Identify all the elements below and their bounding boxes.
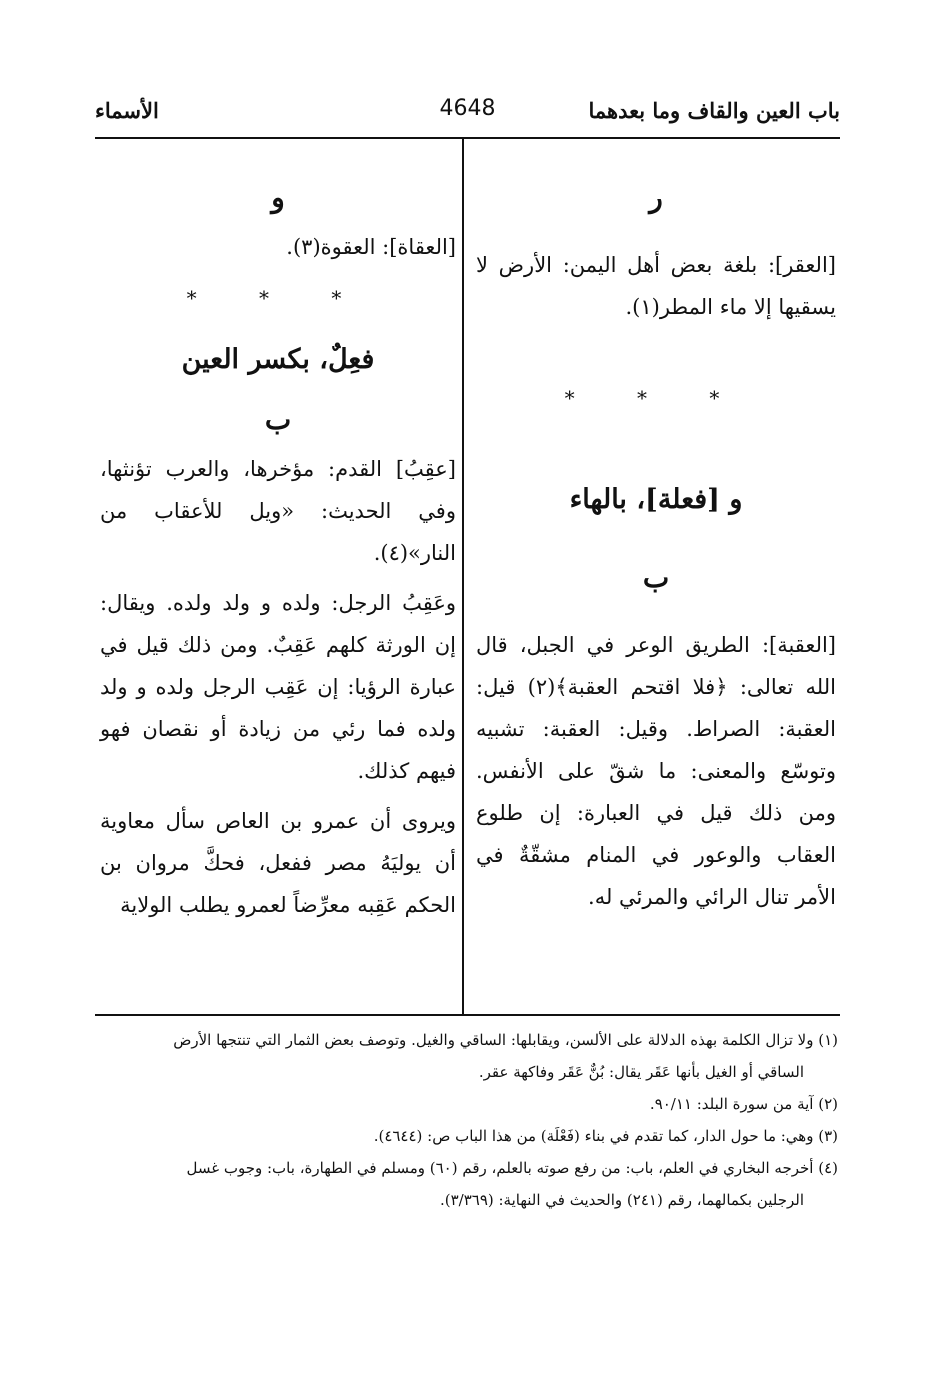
entry-text: [العقاة]: العقوة(٣). <box>286 235 456 259</box>
footnote-divider <box>95 1014 840 1016</box>
chapter-title: باب العين والقاف وما بعدهما <box>588 98 840 123</box>
entry-text: [العقر]: بلغة بعض أهل اليمن: الأرض لا يسقيها إلا ماء المطر(١). <box>476 253 836 319</box>
entry-text: [العقبة]: الطريق الوعر في الجبل، قال الله تعالى: ﴿فلا اقتحم العقبة﴾(٢) قيل: العقبة: الصراط. وقيل: العقبة: تشبيه وتوسّع والمعنى: ما شقّ على الأنفس. ومن ذلك قيل في العبارة: إن طلوع العقاب والوعور في المنام مشقّةٌ في الأمر تنال الرائي والمرئي له. <box>476 633 836 909</box>
footnotes <box>100 1024 838 1216</box>
footnote-2: (٢) آية من سورة البلد: ٩٠/١١. <box>649 1095 838 1113</box>
section-heading: فعِلٌ، بكسر العين <box>181 344 375 375</box>
letter-heading: ب <box>642 561 670 594</box>
page-header <box>95 92 840 136</box>
separator-stars: * * * <box>186 286 370 310</box>
footnote-4: (٤) أخرجه البخاري في العلم، باب: من رفع صوته بالعلم، رقم (٦٠) ومسلم في الطهارة، باب: وجوب غسل <box>186 1159 838 1177</box>
section-title: الأسماء <box>95 98 159 123</box>
header-divider <box>95 137 840 139</box>
left-column <box>100 170 456 926</box>
footnote-1: (١) ولا تزال الكلمة بهذه الدلالة على الألسن، ويقابلها: الساقي والغيل. وتوصف بعض الثمار التي تنتجها الأرض <box>173 1031 838 1049</box>
entry-text: [عقِبُ] القدم: مؤخرها، والعرب تؤنثها، وفي الحديث: «ويل للأعقاب من النار»(٤). <box>100 457 456 565</box>
footnote-3: (٣) وهي: ما حول الدار، كما تقدم في بناء (فَعْلَة) من هذا الباب ص: (٤٦٤٤). <box>373 1127 838 1145</box>
footnote-1-continuation: الساقي أو الغيل بأنها عَقَر يقال: بُنٌّ عَقَر وفاكهة عقر. <box>478 1063 804 1081</box>
separator-stars: * * * <box>564 386 748 410</box>
section-heading: و [فعلة]، بالهاء <box>569 484 743 515</box>
letter-heading: و <box>271 181 285 214</box>
page-number: 4648 <box>439 96 496 121</box>
right-column <box>476 170 836 918</box>
letter-heading: ب <box>264 403 292 436</box>
column-divider <box>462 139 464 1014</box>
footnote-4-continuation: الرجلين بكمالهما، رقم (٢٤١) والحديث في النهاية: (٣/٣٦٩). <box>439 1191 804 1209</box>
entry-text: ويروى أن عمرو بن العاص سأل معاوية أن يوليَهُ مصر ففعل، فحكَّ مروان بن الحكم عَقِبه معرِّضاً لعمرو يطلب الولاية <box>100 809 456 917</box>
entry-text: وعَقِبُ الرجل: ولده و ولد ولده. ويقال: إن الورثة كلهم عَقِبٌ. ومن ذلك قيل في عبارة الرؤيا: إن عَقِب الرجل ولده و ولد ولده فما رئي من زيادة أو نقصان فهو فيهم كذلك. <box>100 591 456 783</box>
letter-heading: ر <box>649 181 663 214</box>
